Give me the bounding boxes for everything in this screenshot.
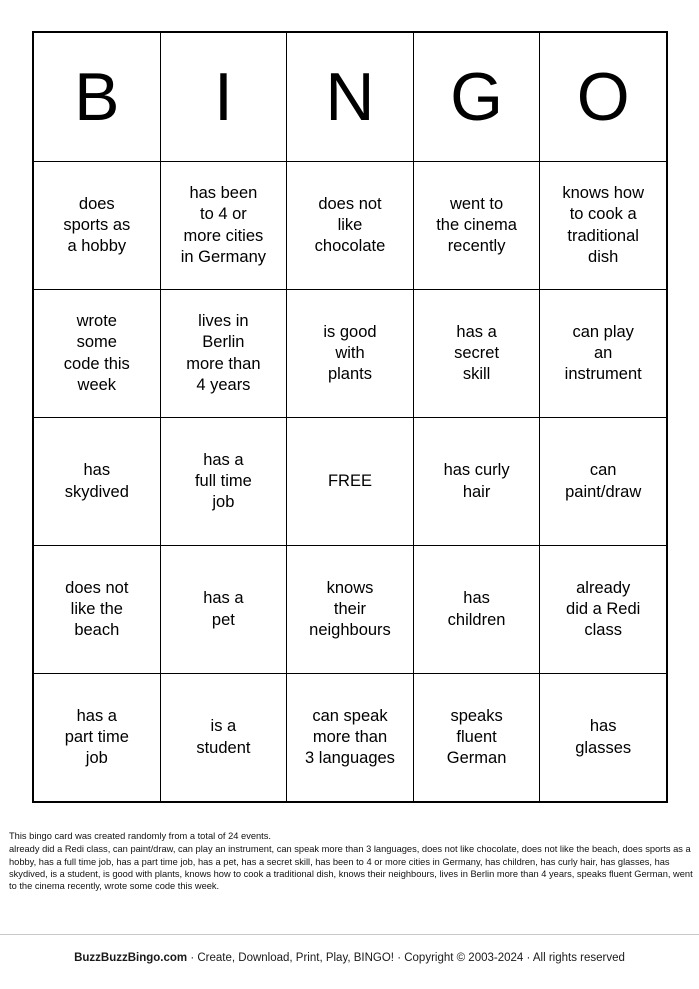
bingo-cell[interactable]: can speak more than 3 languages bbox=[287, 674, 414, 802]
bingo-card bbox=[32, 31, 668, 803]
bingo-cell[interactable]: is good with plants bbox=[287, 290, 414, 418]
bingo-header-letter: I bbox=[160, 33, 287, 162]
bingo-grid bbox=[33, 32, 667, 802]
footer-divider bbox=[0, 934, 699, 935]
disclaimer-line: This bingo card was created randomly from a total of 24 events. bbox=[9, 831, 271, 841]
bingo-row bbox=[34, 290, 667, 418]
page-footer bbox=[0, 952, 699, 964]
bingo-cell[interactable]: has a full time job bbox=[160, 418, 287, 546]
bingo-row bbox=[34, 674, 667, 802]
bingo-cell[interactable]: can paint/draw bbox=[540, 418, 667, 546]
bingo-cell[interactable]: wrote some code this week bbox=[34, 290, 161, 418]
footer-brand[interactable]: BuzzBuzzBingo.com bbox=[74, 952, 188, 964]
bingo-cell[interactable]: already did a Redi class bbox=[540, 546, 667, 674]
bingo-header-row bbox=[34, 33, 667, 162]
bingo-header-letter: N bbox=[287, 33, 414, 162]
bingo-row bbox=[34, 418, 667, 546]
bingo-cell[interactable]: has skydived bbox=[34, 418, 161, 546]
bingo-cell[interactable]: has a secret skill bbox=[413, 290, 540, 418]
footer-text: · Create, Download, Print, Play, BINGO! · Copyright © 2003-2024 · All rights reserved bbox=[187, 952, 625, 964]
bingo-cell[interactable]: does sports as a hobby bbox=[34, 162, 161, 290]
bingo-header-letter: G bbox=[413, 33, 540, 162]
bingo-cell[interactable]: has curly hair bbox=[413, 418, 540, 546]
bingo-cell[interactable]: does not like the beach bbox=[34, 546, 161, 674]
bingo-cell-free[interactable]: FREE bbox=[287, 418, 414, 546]
card-disclaimer bbox=[9, 830, 693, 892]
bingo-cell[interactable]: has been to 4 or more cities in Germany bbox=[160, 162, 287, 290]
bingo-cell[interactable]: has children bbox=[413, 546, 540, 674]
bingo-cell[interactable]: knows how to cook a traditional dish bbox=[540, 162, 667, 290]
bingo-cell[interactable]: went to the cinema recently bbox=[413, 162, 540, 290]
bingo-cell[interactable]: has a part time job bbox=[34, 674, 161, 802]
bingo-cell[interactable]: lives in Berlin more than 4 years bbox=[160, 290, 287, 418]
bingo-cell[interactable]: does not like chocolate bbox=[287, 162, 414, 290]
bingo-cell[interactable]: has a pet bbox=[160, 546, 287, 674]
bingo-row bbox=[34, 546, 667, 674]
bingo-row bbox=[34, 162, 667, 290]
bingo-header-letter: O bbox=[540, 33, 667, 162]
bingo-cell[interactable]: speaks fluent German bbox=[413, 674, 540, 802]
bingo-cell[interactable]: has glasses bbox=[540, 674, 667, 802]
bingo-cell[interactable]: knows their neighbours bbox=[287, 546, 414, 674]
bingo-cell[interactable]: can play an instrument bbox=[540, 290, 667, 418]
bingo-header-letter: B bbox=[34, 33, 161, 162]
bingo-cell[interactable]: is a student bbox=[160, 674, 287, 802]
disclaimer-events-list: already did a Redi class, can paint/draw, can play an instrument, can speak more than 3 languages, does not like chocolate, does not like the beach, does sports as a hobby, has a full time job, has a part time job, has a pet, has a secret skill, has been to 4 or more cities in Germany, has children, has curly hair, has glasses, has skydived, is a student, is good with plants, knows how to cook a traditional dish, knows their neighbours, lives in Berlin more than 4 years, speaks fluent German, went to the cinema recently, wrote some code this week. bbox=[9, 844, 693, 892]
